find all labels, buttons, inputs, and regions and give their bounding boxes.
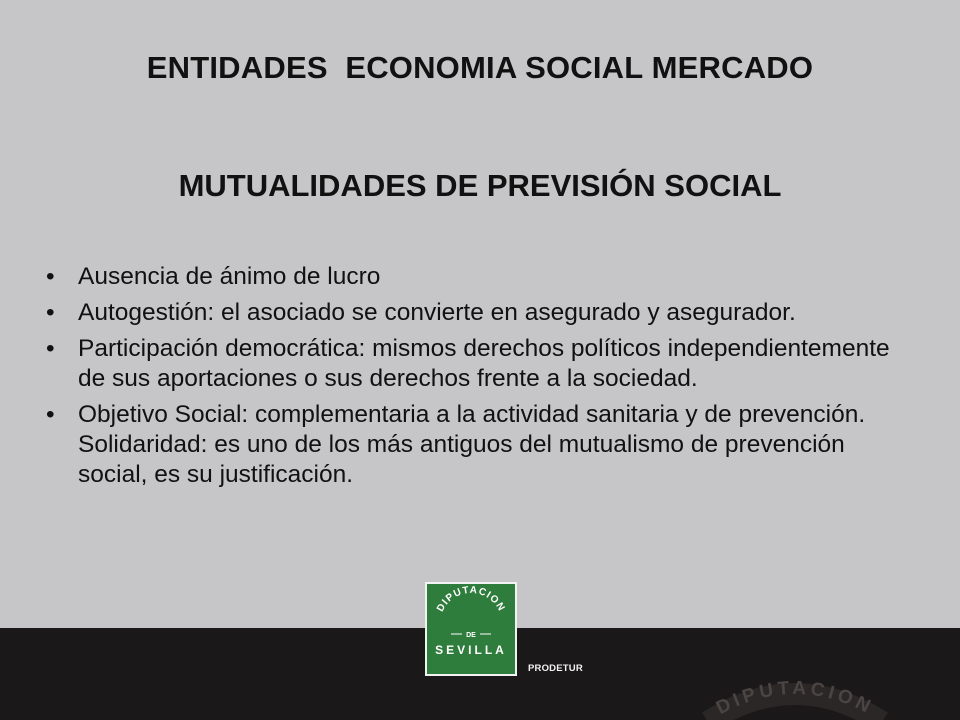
bullet-item [46, 262, 910, 292]
watermark-text: DIPUTACION [713, 677, 877, 719]
bullet-item [46, 334, 910, 394]
logo-name-text: SEVILLA [435, 643, 507, 657]
bullet-dot: • [46, 263, 55, 290]
diputacion-sevilla-logo [425, 582, 517, 676]
logo-arc-text: DIPUTACION [435, 584, 507, 614]
footer-label: PRODETUR [528, 663, 583, 674]
bullet-text: Ausencia de ánimo de lucro [78, 263, 381, 290]
slide-subtitle: MUTUALIDADES DE PREVISIÓN SOCIAL [178, 168, 782, 203]
svg-text:DIPUTACION [435, 585, 507, 614]
bullet-dot: • [46, 401, 55, 428]
bullet-text: Participación democrática: mismos derechos políticos independientemente de sus aportaciones o sus derechos frente a la sociedad. [78, 335, 890, 392]
logo-de-text: DE [466, 632, 476, 639]
bullet-text: Autogestión: el asociado se convierte en asegurado y asegurador. [78, 299, 796, 326]
bullet-list [46, 262, 910, 496]
logo-artwork [427, 584, 515, 674]
bullet-dot: • [46, 299, 55, 326]
bullet-item [46, 400, 910, 490]
diputacion-watermark [700, 672, 890, 720]
bullet-dot: • [46, 335, 55, 362]
bullet-text: Objetivo Social: complementaria a la actividad sanitaria y de prevención. Solidaridad: es uno de los más antiguos del mutualismo de prevención social, es su justificación. [78, 401, 866, 488]
bullet-item [46, 298, 910, 328]
slide-title: ENTIDADES ECONOMIA SOCIAL MERCADO [146, 50, 814, 85]
